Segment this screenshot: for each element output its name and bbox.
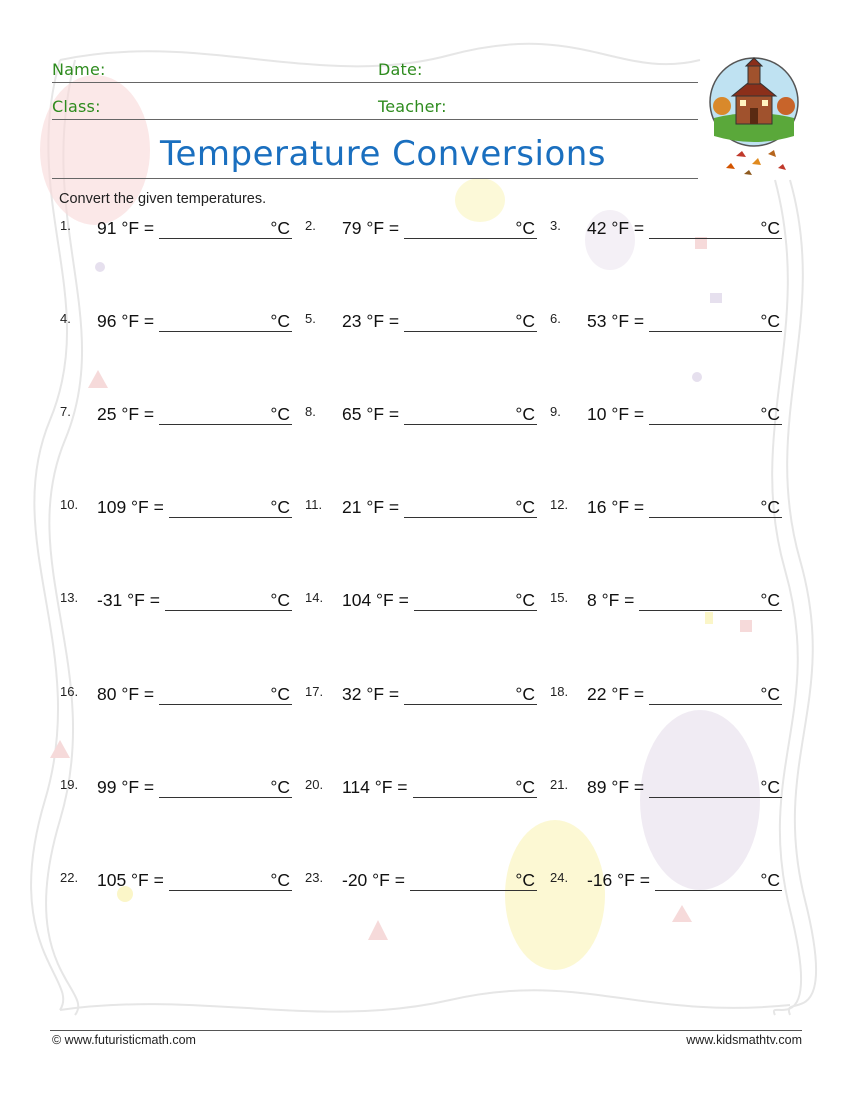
problem-number: 2. xyxy=(305,218,316,233)
problem-item xyxy=(60,404,292,430)
problem-number: 18. xyxy=(550,683,569,699)
footer-left-credit: © www.futuristicmath.com xyxy=(52,1033,196,1047)
problem-number: 3. xyxy=(550,218,561,233)
answer-unit: °C xyxy=(270,218,290,238)
problem-number: 10. xyxy=(60,497,79,513)
date-label: Date: xyxy=(378,60,423,79)
class-teacher-line xyxy=(52,119,698,120)
problem-number: 7. xyxy=(60,404,71,420)
problem-item xyxy=(550,311,782,337)
problem-expression: 105 °F = xyxy=(97,869,164,890)
problem-expression: -20 °F = xyxy=(342,869,405,890)
problem-expression: 91 °F = xyxy=(97,218,155,238)
problem-item xyxy=(305,777,537,803)
answer-unit: °C xyxy=(760,497,780,518)
problem-item xyxy=(550,684,782,710)
problem-expression: 16 °F = xyxy=(587,497,645,518)
problem-expression: 114 °F = xyxy=(342,776,408,797)
answer-unit: °C xyxy=(515,497,535,518)
problem-item xyxy=(305,590,537,616)
problem-item xyxy=(550,777,782,803)
problem-number: 1. xyxy=(60,218,71,233)
problem-expression: 104 °F = xyxy=(342,590,409,611)
problem-item xyxy=(305,684,537,710)
problem-expression: 53 °F = xyxy=(587,311,645,332)
problem-number: 21. xyxy=(550,776,569,792)
problem-number: 15. xyxy=(550,590,569,606)
problem-expression: 22 °F = xyxy=(587,683,645,704)
class-label: Class: xyxy=(52,97,101,116)
problem-number: 13. xyxy=(60,590,79,606)
problem-number: 14. xyxy=(305,590,324,606)
problem-item xyxy=(550,404,782,430)
problem-number: 16. xyxy=(60,683,79,699)
answer-unit: °C xyxy=(270,776,290,797)
problem-item xyxy=(60,218,292,244)
answer-unit: °C xyxy=(270,497,290,518)
name-label: Name: xyxy=(52,60,106,79)
answer-unit: °C xyxy=(760,869,780,890)
problem-expression: 65 °F = xyxy=(342,404,400,425)
problem-expression: 8 °F = xyxy=(587,590,635,611)
answer-unit: °C xyxy=(760,776,780,797)
problem-expression: 10 °F = xyxy=(587,404,645,425)
answer-unit: °C xyxy=(760,311,780,332)
name-date-line xyxy=(52,82,698,83)
answer-unit: °C xyxy=(515,404,535,425)
answer-unit: °C xyxy=(760,404,780,425)
problem-item xyxy=(305,218,537,244)
problem-item xyxy=(60,870,292,896)
problem-expression: 96 °F = xyxy=(97,311,155,332)
problem-item xyxy=(550,218,782,244)
problem-item xyxy=(60,684,292,710)
problem-expression: 42 °F = xyxy=(587,218,645,238)
problem-number: 24. xyxy=(550,869,569,885)
problem-number: 12. xyxy=(550,497,569,513)
answer-unit: °C xyxy=(515,590,535,611)
problem-number: 9. xyxy=(550,404,561,420)
problem-expression: -16 °F = xyxy=(587,869,650,890)
answer-unit: °C xyxy=(270,311,290,332)
problem-expression: -31 °F = xyxy=(97,590,160,611)
problem-item xyxy=(60,311,292,337)
problem-expression: 89 °F = xyxy=(587,776,645,797)
answer-unit: °C xyxy=(270,869,290,890)
answer-unit: °C xyxy=(515,869,535,890)
problem-number: 8. xyxy=(305,404,316,420)
problem-expression: 80 °F = xyxy=(97,683,155,704)
problem-item xyxy=(550,590,782,616)
problem-item xyxy=(305,870,537,896)
problem-item xyxy=(305,497,537,523)
title-underline xyxy=(52,178,698,179)
problem-number: 6. xyxy=(550,311,561,327)
instructions: Convert the given temperatures. xyxy=(59,191,267,207)
problem-number: 5. xyxy=(305,311,316,327)
worksheet-title: Temperature Conversions xyxy=(160,134,607,174)
problem-expression: 109 °F = xyxy=(97,497,164,518)
problem-expression: 99 °F = xyxy=(97,776,155,797)
problem-item xyxy=(60,590,292,616)
teacher-label: Teacher: xyxy=(378,97,447,116)
answer-unit: °C xyxy=(270,683,290,704)
problem-number: 23. xyxy=(305,869,324,885)
answer-unit: °C xyxy=(760,218,780,238)
problem-item xyxy=(60,777,292,803)
problem-expression: 23 °F = xyxy=(342,311,400,332)
footer-right-credit: www.kidsmathtv.com xyxy=(686,1033,802,1047)
problem-item xyxy=(305,404,537,430)
answer-unit: °C xyxy=(515,776,535,797)
problem-number: 4. xyxy=(60,311,71,327)
problem-expression: 25 °F = xyxy=(97,404,155,425)
answer-unit: °C xyxy=(515,218,535,238)
schoolhouse-autumn-leaves-icon xyxy=(706,56,802,180)
answer-unit: °C xyxy=(270,590,290,611)
problem-expression: 21 °F = xyxy=(342,497,400,518)
answer-unit: °C xyxy=(515,311,535,332)
problem-number: 19. xyxy=(60,776,79,792)
footer-divider xyxy=(50,1030,802,1031)
problem-number: 22. xyxy=(60,869,79,885)
problem-expression: 79 °F = xyxy=(342,218,400,238)
problem-expression: 32 °F = xyxy=(342,683,400,704)
answer-unit: °C xyxy=(760,683,780,704)
problem-item xyxy=(550,497,782,523)
problem-item xyxy=(550,870,782,896)
answer-unit: °C xyxy=(760,590,780,611)
answer-unit: °C xyxy=(515,683,535,704)
problem-item xyxy=(60,497,292,523)
problem-number: 11. xyxy=(305,497,323,513)
problem-number: 17. xyxy=(305,683,324,699)
problem-item xyxy=(305,311,537,337)
problem-number: 20. xyxy=(305,776,324,792)
answer-unit: °C xyxy=(270,404,290,425)
